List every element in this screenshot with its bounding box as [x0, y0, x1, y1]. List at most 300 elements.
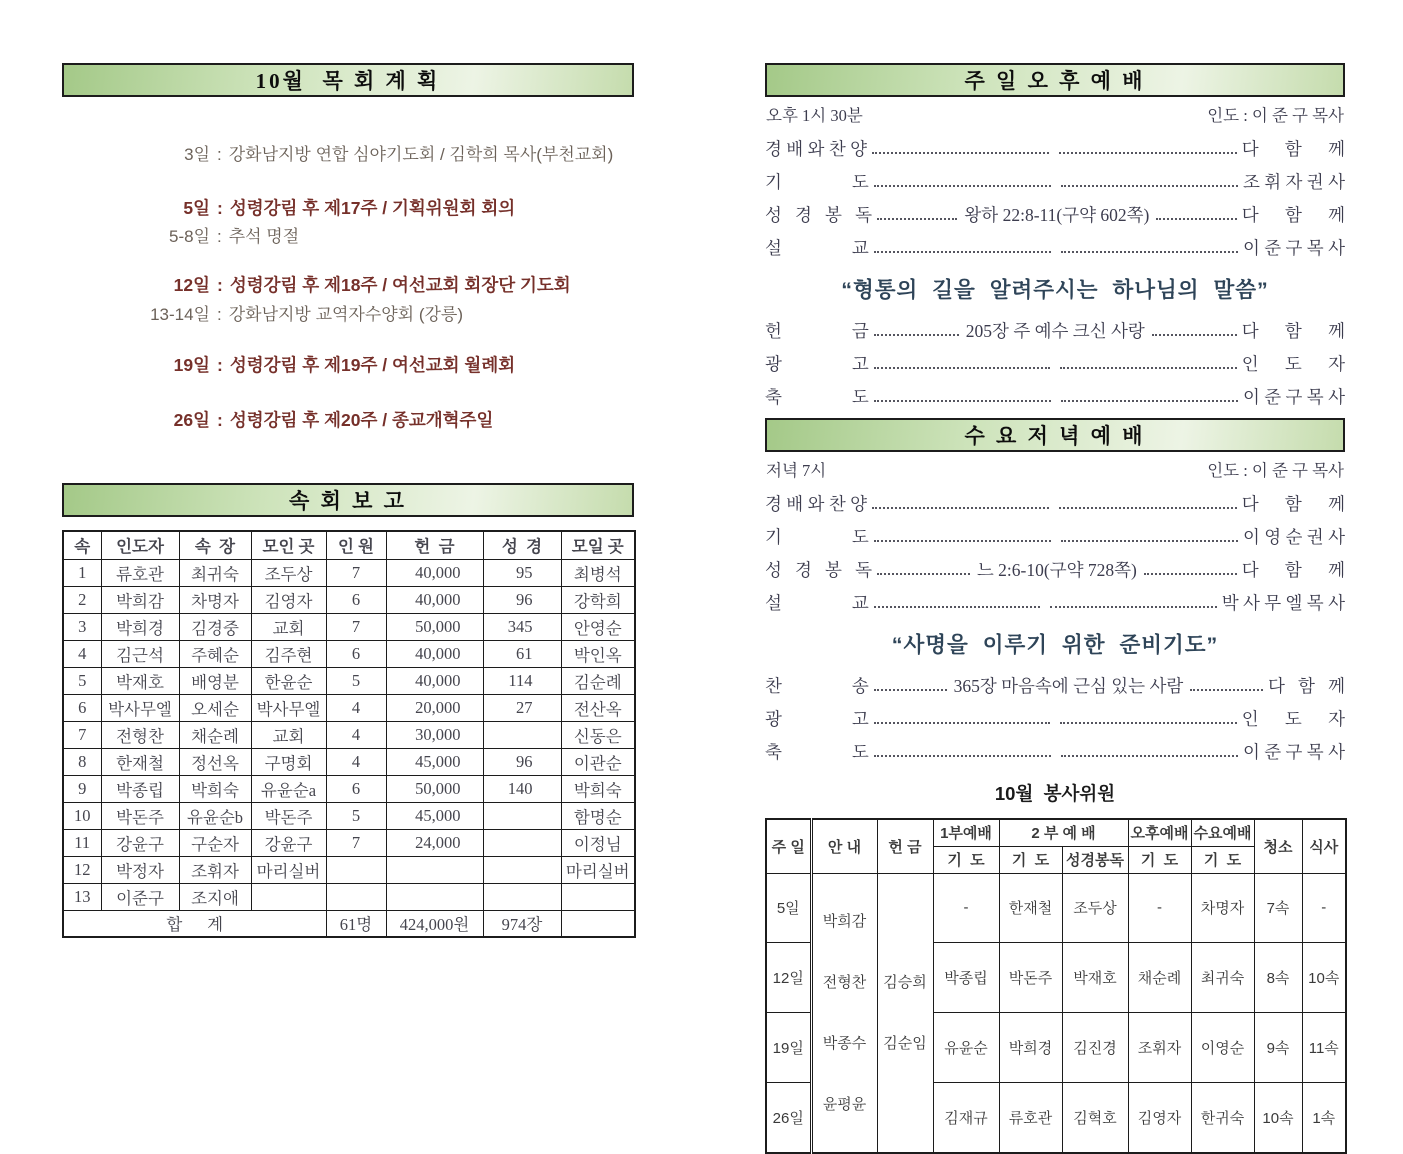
plan-item — [62, 196, 634, 220]
worship-line-right: 다 함 께 — [1241, 205, 1346, 225]
committee-cell: - — [1302, 873, 1346, 943]
plan-item — [62, 303, 634, 327]
committee-sub-pray2: 기 도 — [999, 846, 1062, 873]
committee-sub-pray4: 기 도 — [1191, 846, 1254, 873]
committee-cell: 김진경 — [1062, 1013, 1128, 1083]
table-cell — [386, 883, 483, 910]
dotted-leader — [1060, 367, 1236, 369]
guide-name: 박종수 — [822, 1034, 867, 1052]
committee-col-offering: 헌 금 — [877, 819, 933, 873]
table-cell: 6 — [326, 640, 386, 667]
worship-line-label: 설 교 — [765, 238, 869, 258]
table-cell: 최귀숙 — [179, 559, 251, 586]
table-cell: 61 — [483, 640, 561, 667]
table-cell: 김경중 — [179, 613, 251, 640]
worship-line — [765, 319, 1345, 343]
table-cell: 24,000 — [386, 829, 483, 856]
table-cell: 이정님 — [561, 829, 635, 856]
table-cell: 4 — [326, 748, 386, 775]
committee-cell: 조휘자 — [1128, 1013, 1191, 1083]
committee-col-wed: 수요예배 — [1191, 819, 1254, 846]
committee-week: 12일 — [766, 943, 811, 1013]
table-cell: 2 — [63, 586, 101, 613]
wednesday-section-bar — [765, 418, 1345, 452]
table-cell: 50,000 — [386, 775, 483, 802]
table-cell: 7 — [326, 829, 386, 856]
committee-cell: 최귀숙 — [1191, 943, 1254, 1013]
table-row — [63, 613, 635, 640]
table-cell: 조휘자 — [179, 856, 251, 883]
committee-cell: 9속 — [1254, 1013, 1302, 1083]
table-cell — [561, 883, 635, 910]
worship-line-label: 기 도 — [765, 172, 869, 192]
worship-line-label: 축 도 — [765, 742, 869, 762]
worship-line-label: 기 도 — [765, 527, 869, 547]
table-cell: 345 — [483, 613, 561, 640]
worship-line-label: 성 경 봉 독 — [765, 205, 872, 225]
worship-line-right: 이 준 구 목 사 — [1242, 387, 1345, 407]
table-cell: 채순례 — [179, 721, 251, 748]
report-col-header: 인도자 — [101, 531, 179, 559]
table-cell: 박인옥 — [561, 640, 635, 667]
committee-offering-cell — [877, 873, 933, 1153]
committee-row — [766, 873, 1346, 943]
afternoon-time: 오후 1시 30분 — [766, 106, 863, 125]
table-cell: 5 — [63, 667, 101, 694]
table-cell: 5 — [326, 802, 386, 829]
worship-line-right: 다 함 께 — [1268, 676, 1345, 696]
report-total-row — [63, 910, 635, 937]
committee-cell: 박재호 — [1062, 943, 1128, 1013]
table-cell: 전산옥 — [561, 694, 635, 721]
table-cell: 13 — [63, 883, 101, 910]
table-cell: 40,000 — [386, 667, 483, 694]
plan-item-date: 3일 — [184, 145, 210, 164]
worship-line-label: 경 배 와 찬 양 — [765, 494, 868, 514]
dotted-leader — [1144, 573, 1237, 575]
afternoon-leader: 인도 : 이 준 구 목사 — [1207, 106, 1344, 125]
worship-line-label: 찬 송 — [765, 676, 869, 696]
table-cell: 45,000 — [386, 802, 483, 829]
committee-cell: 차명자 — [1191, 873, 1254, 943]
committee-cell: 10속 — [1254, 1083, 1302, 1153]
plan-item-text: 성령강림 후 제18주 / 여선교회 회장단 기도회 — [229, 275, 571, 295]
committee-cell: 채순례 — [1128, 943, 1191, 1013]
guide-name: 박희감 — [822, 912, 867, 930]
table-cell: 3 — [63, 613, 101, 640]
report-total-count: 61명 — [326, 910, 386, 937]
worship-line-right: 인 도 자 — [1241, 709, 1345, 729]
worship-line-label: 설 교 — [765, 593, 869, 613]
table-cell: 4 — [326, 694, 386, 721]
table-cell: 6 — [326, 775, 386, 802]
dotted-leader — [874, 185, 1051, 187]
report-col-header: 속 — [63, 531, 101, 559]
table-row — [63, 721, 635, 748]
table-cell: 강윤구 — [251, 829, 326, 856]
committee-cell: 11속 — [1302, 1013, 1346, 1083]
plan-item-separator: : — [217, 145, 222, 164]
wednesday-section-title: 수 요 저 녁 예 배 — [964, 424, 1146, 448]
committee-header-row — [766, 819, 1346, 846]
plan-item-separator: : — [217, 410, 223, 430]
table-cell — [483, 802, 561, 829]
report-header-row — [63, 531, 635, 559]
committee-week: 26일 — [766, 1083, 811, 1153]
committee-cell: 7속 — [1254, 873, 1302, 943]
committee-cell: - — [1128, 873, 1191, 943]
table-cell: 박희감 — [101, 586, 179, 613]
dotted-leader — [874, 689, 947, 691]
worship-line-middle: 365장 마음속에 근심 있는 사람 — [953, 676, 1184, 696]
committee-cell: 한재철 — [999, 873, 1062, 943]
worship-line-middle: 느 2:6-10(구약 728쪽) — [976, 560, 1137, 580]
table-row — [63, 802, 635, 829]
worship-line — [765, 137, 1345, 161]
table-cell: 오세순 — [179, 694, 251, 721]
table-cell — [326, 856, 386, 883]
committee-cell: - — [933, 873, 999, 943]
dotted-leader — [1050, 606, 1216, 608]
table-cell: 11 — [63, 829, 101, 856]
plan-section-title: 10월 목 회 계 획 — [255, 69, 441, 93]
table-cell: 1 — [63, 559, 101, 586]
table-cell: 마리실버 — [561, 856, 635, 883]
table-cell: 김주현 — [251, 640, 326, 667]
committee-table-head — [766, 819, 1346, 873]
table-row — [63, 883, 635, 910]
table-cell: 안영순 — [561, 613, 635, 640]
report-col-header: 헌 금 — [386, 531, 483, 559]
table-cell — [251, 883, 326, 910]
table-cell: 박돈주 — [251, 802, 326, 829]
dotted-leader — [874, 251, 1051, 253]
table-cell: 신동은 — [561, 721, 635, 748]
table-cell: 한윤순 — [251, 667, 326, 694]
afternoon-sermon-title: “형통의 길을 알려주시는 하나님의 말씀” — [841, 278, 1269, 302]
worship-line — [765, 385, 1345, 409]
plan-item — [62, 353, 634, 377]
guide-name: 윤평윤 — [822, 1095, 867, 1113]
table-cell: 114 — [483, 667, 561, 694]
afternoon-section-bar — [765, 63, 1345, 97]
wednesday-sermon-title: “사명을 이루기 위한 준비기도” — [891, 633, 1219, 657]
table-cell: 유윤순a — [251, 775, 326, 802]
worship-line-right: 다 함 께 — [1241, 139, 1345, 159]
table-cell: 구순자 — [179, 829, 251, 856]
table-cell: 10 — [63, 802, 101, 829]
table-cell: 4 — [326, 721, 386, 748]
worship-line-right: 다 함 께 — [1241, 560, 1345, 580]
guide-name: 전형찬 — [822, 973, 867, 991]
committee-cell: 김재규 — [933, 1083, 999, 1153]
table-row — [63, 694, 635, 721]
committee-cell: 박희경 — [999, 1013, 1062, 1083]
plan-item — [62, 143, 634, 167]
report-total-place — [561, 910, 635, 937]
table-cell: 5 — [326, 667, 386, 694]
afternoon-section-title: 주 일 오 후 예 배 — [964, 69, 1146, 93]
table-cell: 박재호 — [101, 667, 179, 694]
table-cell: 8 — [63, 748, 101, 775]
worship-line — [765, 170, 1345, 194]
plan-item — [62, 273, 634, 297]
dotted-leader — [1061, 251, 1238, 253]
plan-item-separator: : — [217, 305, 222, 324]
table-cell: 이관순 — [561, 748, 635, 775]
committee-cell: 이영순 — [1191, 1013, 1254, 1083]
table-cell: 7 — [326, 559, 386, 586]
table-cell: 40,000 — [386, 586, 483, 613]
worship-line-right: 인 도 자 — [1241, 354, 1345, 374]
plan-list — [62, 143, 634, 432]
report-col-header: 모일 곳 — [561, 531, 635, 559]
table-cell: 20,000 — [386, 694, 483, 721]
table-cell: 박정자 — [101, 856, 179, 883]
table-row — [63, 829, 635, 856]
committee-guide-cell — [811, 873, 877, 1153]
plan-section-bar — [62, 63, 634, 97]
plan-item-date: 26일 — [173, 410, 210, 430]
dotted-leader — [1190, 689, 1263, 691]
table-cell: 정선옥 — [179, 748, 251, 775]
table-cell — [483, 721, 561, 748]
table-cell: 조두상 — [251, 559, 326, 586]
table-cell: 96 — [483, 748, 561, 775]
committee-cell: 8속 — [1254, 943, 1302, 1013]
committee-cell: 1속 — [1302, 1083, 1346, 1153]
dotted-leader — [1061, 755, 1238, 757]
dotted-leader — [874, 755, 1051, 757]
committee-col-afternoon: 오후예배 — [1128, 819, 1191, 846]
table-cell: 6 — [63, 694, 101, 721]
table-cell — [483, 856, 561, 883]
worship-line — [765, 707, 1345, 731]
report-total-offering: 424,000원 — [386, 910, 483, 937]
table-cell: 차명자 — [179, 586, 251, 613]
plan-item-separator: : — [217, 227, 222, 246]
plan-item-separator: : — [217, 355, 223, 375]
committee-table — [765, 818, 1347, 1154]
committee-sub-pray3: 기 도 — [1128, 846, 1191, 873]
committee-cell: 유윤순 — [933, 1013, 999, 1083]
plan-item-text: 추석 명절 — [228, 227, 300, 246]
committee-col-week: 주 일 — [766, 819, 811, 873]
worship-line-label: 성 경 봉 독 — [765, 560, 872, 580]
table-cell: 김근석 — [101, 640, 179, 667]
dotted-leader — [874, 606, 1040, 608]
table-cell: 12 — [63, 856, 101, 883]
dotted-leader — [874, 334, 959, 336]
afternoon-time-row — [766, 106, 1344, 126]
plan-item-separator: : — [217, 275, 223, 295]
worship-line — [765, 203, 1345, 227]
dotted-leader — [1060, 722, 1236, 724]
committee-week: 5일 — [766, 873, 811, 943]
worship-line-label: 광 고 — [765, 354, 869, 374]
committee-col-guide: 안 내 — [811, 819, 877, 873]
committee-cell: 류호관 — [999, 1083, 1062, 1153]
worship-line — [765, 525, 1345, 549]
report-total-bible: 974장 — [483, 910, 561, 937]
table-row — [63, 559, 635, 586]
worship-line-right: 이 영 순 권 사 — [1242, 527, 1345, 547]
committee-cell: 한귀숙 — [1191, 1083, 1254, 1153]
report-table-head — [63, 531, 635, 559]
table-cell: 95 — [483, 559, 561, 586]
table-cell: 조지애 — [179, 883, 251, 910]
committee-sub-bible: 성경봉독 — [1062, 846, 1128, 873]
report-section-bar — [62, 483, 634, 517]
worship-line-label: 축 도 — [765, 387, 869, 407]
table-cell: 마리실버 — [251, 856, 326, 883]
dotted-leader — [872, 507, 1049, 509]
table-cell: 30,000 — [386, 721, 483, 748]
plan-item-date: 5일 — [183, 198, 210, 218]
plan-item-text: 강화남지방 연합 심야기도회 / 김학희 목사(부천교회) — [228, 145, 614, 164]
table-cell: 김순례 — [561, 667, 635, 694]
worship-line — [765, 674, 1345, 698]
worship-line-middle: 왕하 22:8-11(구약 602쪽) — [964, 205, 1150, 225]
wednesday-time: 저녁 7시 — [766, 461, 827, 480]
worship-line — [765, 558, 1345, 582]
plan-item-date: 12일 — [173, 275, 210, 295]
table-cell — [483, 883, 561, 910]
worship-line — [765, 492, 1345, 516]
table-cell: 함명순 — [561, 802, 635, 829]
committee-col-clean: 청소 — [1254, 819, 1302, 873]
committee-cell: 김영자 — [1128, 1083, 1191, 1153]
committee-title: 10월 봉사위원 — [994, 783, 1116, 804]
plan-item — [62, 225, 634, 249]
table-cell: 구명회 — [251, 748, 326, 775]
offering-name: 김승희 — [883, 973, 927, 991]
table-row — [63, 856, 635, 883]
table-cell: 최병석 — [561, 559, 635, 586]
report-total-label: 합 계 — [63, 910, 326, 937]
dotted-leader — [1152, 334, 1237, 336]
table-cell — [326, 883, 386, 910]
plan-item-date: 13-14일 — [150, 305, 210, 324]
offering-name: 김순임 — [883, 1034, 927, 1052]
table-row — [63, 640, 635, 667]
dotted-leader — [1156, 218, 1236, 220]
dotted-leader — [874, 722, 1050, 724]
table-cell: 7 — [63, 721, 101, 748]
table-cell: 박희경 — [101, 613, 179, 640]
worship-line-label: 광 고 — [765, 709, 869, 729]
dotted-leader — [874, 400, 1051, 402]
table-cell — [386, 856, 483, 883]
plan-item — [62, 408, 634, 432]
table-cell: 140 — [483, 775, 561, 802]
report-col-header: 속 장 — [179, 531, 251, 559]
report-section-title: 속 회 보 고 — [289, 489, 407, 513]
dotted-leader — [874, 367, 1050, 369]
table-cell: 강윤구 — [101, 829, 179, 856]
wednesday-time-row — [766, 461, 1344, 481]
table-cell: 9 — [63, 775, 101, 802]
committee-col-svc1: 1부예배 — [933, 819, 999, 846]
table-row — [63, 586, 635, 613]
committee-sub-pray1: 기 도 — [933, 846, 999, 873]
table-cell: 박희숙 — [179, 775, 251, 802]
dotted-leader — [1061, 185, 1238, 187]
left-column — [62, 63, 634, 938]
plan-item-date: 19일 — [173, 355, 210, 375]
table-cell: 교회 — [251, 613, 326, 640]
table-cell: 배영분 — [179, 667, 251, 694]
dotted-leader — [872, 152, 1049, 154]
report-col-header: 인 원 — [326, 531, 386, 559]
dotted-leader — [1059, 507, 1236, 509]
dotted-leader — [1059, 152, 1236, 154]
worship-line-right: 박 사 무 엘 목 사 — [1221, 593, 1345, 613]
table-cell — [483, 829, 561, 856]
worship-line-right: 이 준 구 목 사 — [1242, 742, 1345, 762]
table-cell: 40,000 — [386, 559, 483, 586]
dotted-leader — [877, 573, 970, 575]
worship-line-right: 다 함 께 — [1241, 494, 1345, 514]
table-cell: 전형찬 — [101, 721, 179, 748]
dotted-leader — [1061, 400, 1238, 402]
committee-cell: 조두상 — [1062, 873, 1128, 943]
report-table-foot — [63, 910, 635, 937]
table-cell: 김영자 — [251, 586, 326, 613]
wednesday-leader: 인도 : 이 준 구 목사 — [1207, 461, 1344, 480]
right-column — [765, 63, 1345, 1154]
table-cell: 96 — [483, 586, 561, 613]
table-cell: 교회 — [251, 721, 326, 748]
table-cell: 한재철 — [101, 748, 179, 775]
table-cell: 27 — [483, 694, 561, 721]
committee-cell: 박종립 — [933, 943, 999, 1013]
table-cell: 박사무엘 — [101, 694, 179, 721]
worship-line-label: 경 배 와 찬 양 — [765, 139, 868, 159]
worship-line — [765, 352, 1345, 376]
committee-week: 19일 — [766, 1013, 811, 1083]
plan-item-text: 성령강림 후 제17주 / 기획위원회 회의 — [229, 198, 516, 218]
plan-item-date: 5-8일 — [169, 227, 210, 246]
worship-line — [765, 236, 1345, 260]
table-cell: 40,000 — [386, 640, 483, 667]
table-cell: 박사무엘 — [251, 694, 326, 721]
table-row — [63, 748, 635, 775]
worship-line-label: 헌 금 — [765, 321, 869, 341]
worship-line-right: 이 준 구 목 사 — [1242, 238, 1345, 258]
plan-item-text: 강화남지방 교역자수양회 (강릉) — [228, 305, 463, 324]
plan-item-separator: : — [217, 198, 223, 218]
plan-item-text: 성령강림 후 제19주 / 여선교회 월례회 — [229, 355, 516, 375]
committee-cell: 김혁호 — [1062, 1083, 1128, 1153]
report-table-body — [63, 559, 635, 910]
report-col-header: 모인 곳 — [251, 531, 326, 559]
table-cell: 4 — [63, 640, 101, 667]
table-cell: 이준구 — [101, 883, 179, 910]
table-cell: 7 — [326, 613, 386, 640]
committee-col-svc2: 2 부 예 배 — [999, 819, 1128, 846]
committee-col-meal: 식사 — [1302, 819, 1346, 873]
table-cell: 박종립 — [101, 775, 179, 802]
dotted-leader — [874, 540, 1051, 542]
worship-line-middle: 205장 주 예수 크신 사랑 — [965, 321, 1145, 341]
table-cell: 유윤순b — [179, 802, 251, 829]
worship-line — [765, 591, 1345, 615]
dotted-leader — [1061, 540, 1238, 542]
worship-line — [765, 740, 1345, 764]
committee-cell: 10속 — [1302, 943, 1346, 1013]
committee-cell: 박돈주 — [999, 943, 1062, 1013]
